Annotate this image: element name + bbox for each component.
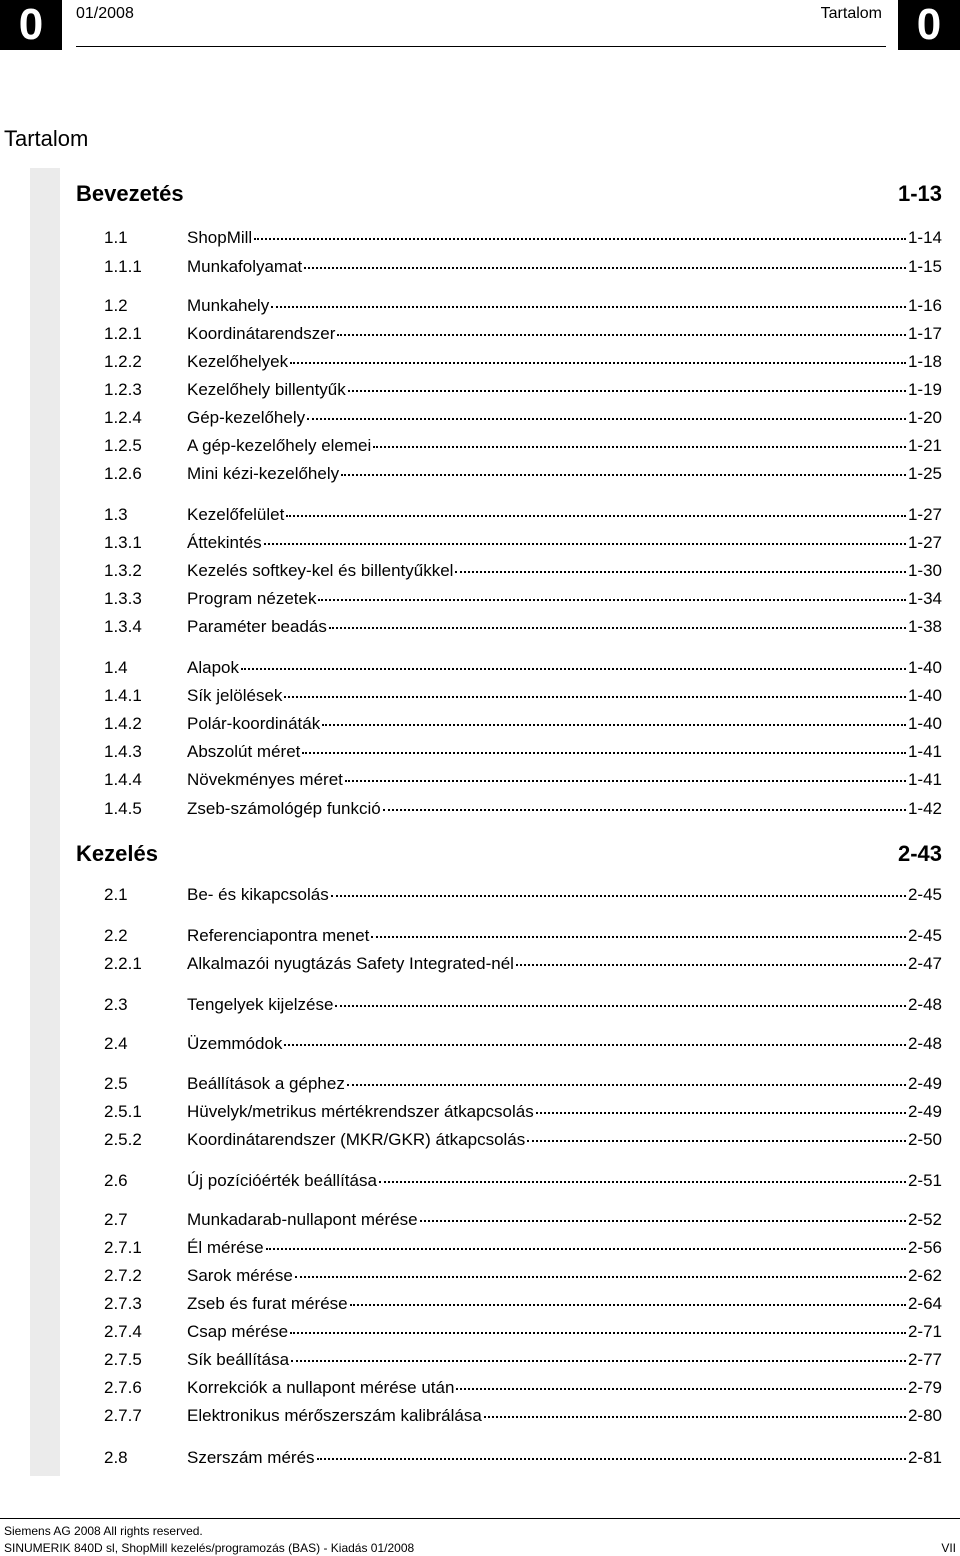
toc-entry-page: 1-41 bbox=[907, 742, 942, 761]
toc-entry[interactable] bbox=[104, 797, 942, 821]
toc-entry-title: Sík jelölések bbox=[187, 686, 283, 705]
toc-entry-leader bbox=[302, 751, 906, 754]
toc-entry-page: 2-77 bbox=[907, 1350, 942, 1369]
toc-entry-leader bbox=[420, 1219, 906, 1222]
toc-entry-title: Él mérése bbox=[187, 1238, 264, 1257]
header-section: Tartalom bbox=[820, 5, 882, 22]
toc-entry-title: Üzemmódok bbox=[187, 1034, 283, 1053]
toc-entry-leader bbox=[295, 1275, 906, 1278]
toc-entry-number: 2.5 bbox=[104, 1074, 128, 1093]
toc-entry-leader bbox=[348, 389, 906, 392]
toc-entry[interactable] bbox=[104, 1236, 942, 1260]
toc-entry[interactable] bbox=[104, 1264, 942, 1288]
toc-entry-title: Elektronikus mérőszerszám kalibrálása bbox=[187, 1406, 482, 1425]
toc-entry-page: 1-16 bbox=[907, 296, 942, 315]
toc-entry-page: 1-25 bbox=[907, 464, 942, 483]
toc-entry-number: 2.1 bbox=[104, 885, 128, 904]
toc-entry[interactable] bbox=[104, 1376, 942, 1400]
toc-entry-number: 1.2.1 bbox=[104, 324, 142, 343]
toc-entry-title: Sík beállítása bbox=[187, 1350, 290, 1369]
toc-entry-leader bbox=[318, 598, 906, 601]
toc-entry-number: 2.5.2 bbox=[104, 1130, 142, 1149]
toc-entry-number: 1.4.5 bbox=[104, 799, 142, 818]
toc-entry-page: 1-18 bbox=[907, 352, 942, 371]
toc-entry[interactable] bbox=[104, 559, 942, 583]
toc-entry-number: 2.7.1 bbox=[104, 1238, 142, 1257]
toc-entry[interactable] bbox=[104, 1320, 942, 1344]
toc-entry-number: 2.7.7 bbox=[104, 1406, 142, 1425]
toc-entry-number: 2.7.5 bbox=[104, 1350, 142, 1369]
toc-entry-title: Program nézetek bbox=[187, 589, 317, 608]
toc-entry-leader bbox=[516, 963, 906, 966]
toc-entry-leader bbox=[337, 333, 906, 336]
toc-entry-leader bbox=[379, 1180, 906, 1183]
footer-document-title: SINUMERIK 840D sl, ShopMill kezelés/programozás (BAS) - Kiadás 01/2008 bbox=[4, 1541, 415, 1555]
toc-entry-number: 1.4.4 bbox=[104, 770, 142, 789]
toc-entry-number: 1.3.3 bbox=[104, 589, 142, 608]
toc-entry-number: 1.2.5 bbox=[104, 436, 142, 455]
toc-entry-page: 1-20 bbox=[907, 408, 942, 427]
toc-entry-page: 2-52 bbox=[907, 1210, 942, 1229]
toc-entry[interactable] bbox=[104, 1404, 942, 1428]
toc-entry[interactable] bbox=[104, 1128, 942, 1152]
toc-entry-number: 2.2.1 bbox=[104, 954, 142, 973]
toc-entry[interactable] bbox=[104, 924, 942, 948]
toc-entry[interactable] bbox=[104, 587, 942, 611]
toc-entry-title: Munkafolyamat bbox=[187, 257, 303, 276]
toc-entry-number: 1.3 bbox=[104, 505, 128, 524]
toc-entry[interactable] bbox=[104, 1446, 942, 1470]
toc-entry-number: 2.7.4 bbox=[104, 1322, 142, 1341]
toc-entry[interactable] bbox=[104, 294, 942, 318]
toc-entry-leader bbox=[347, 1083, 906, 1086]
toc-entry-number: 1.2.4 bbox=[104, 408, 142, 427]
toc-entry-leader bbox=[350, 1303, 906, 1306]
toc-entry-number: 1.2.6 bbox=[104, 464, 142, 483]
toc-entry-number: 2.7.3 bbox=[104, 1294, 142, 1313]
toc-entry[interactable] bbox=[104, 615, 942, 639]
toc-entry-title: A gép-kezelőhely elemei bbox=[187, 436, 372, 455]
toc-entry[interactable] bbox=[104, 883, 942, 907]
toc-entry-leader bbox=[284, 695, 906, 698]
toc-entry[interactable] bbox=[104, 1208, 942, 1232]
toc-entry-page: 1-34 bbox=[907, 589, 942, 608]
toc-entry-leader bbox=[286, 514, 906, 517]
toc-entry[interactable] bbox=[104, 740, 942, 764]
toc-entry-page: 2-62 bbox=[907, 1266, 942, 1285]
toc-entry-title: Beállítások a géphez bbox=[187, 1074, 345, 1093]
toc-entry-title: Zseb-számológép funkció bbox=[187, 799, 381, 818]
toc-entry-title: Zseb és furat mérése bbox=[187, 1294, 348, 1313]
toc-entry-leader bbox=[307, 417, 906, 420]
toc-entry-leader bbox=[345, 779, 906, 782]
toc-entry-number: 2.6 bbox=[104, 1171, 128, 1190]
toc-entry[interactable] bbox=[104, 1348, 942, 1372]
toc-entry-title: Kezelés softkey-kel és billentyűkkel bbox=[187, 561, 454, 580]
toc-entry-page: 1-40 bbox=[907, 686, 942, 705]
toc-entry[interactable] bbox=[104, 434, 942, 458]
toc-entry-leader bbox=[371, 935, 906, 938]
toc-entry[interactable] bbox=[104, 656, 942, 680]
toc-entry-leader bbox=[241, 667, 906, 670]
toc-entry-leader bbox=[383, 808, 906, 811]
toc-entry-title: Áttekintés bbox=[187, 533, 262, 552]
toc-entry[interactable] bbox=[104, 226, 942, 250]
header-date: 01/2008 bbox=[76, 5, 134, 22]
toc-entry-number: 1.4.1 bbox=[104, 686, 142, 705]
toc-entry-number: 1.1.1 bbox=[104, 257, 142, 276]
chapter-marker-right: 0 bbox=[898, 0, 960, 50]
toc-entry-page: 2-56 bbox=[907, 1238, 942, 1257]
toc-entry-page: 1-27 bbox=[907, 505, 942, 524]
toc-entry-number: 1.3.1 bbox=[104, 533, 142, 552]
toc-entry[interactable] bbox=[104, 1032, 942, 1056]
footer-copyright: Siemens AG 2008 All rights reserved. bbox=[4, 1524, 203, 1538]
toc-entry-title: Növekményes méret bbox=[187, 770, 343, 789]
toc-entry-title: Tengelyek kijelzése bbox=[187, 995, 334, 1014]
chapter-title: Kezelés bbox=[76, 841, 158, 866]
toc-entry-page: 1-30 bbox=[907, 561, 942, 580]
toc-entry-page: 2-50 bbox=[907, 1130, 942, 1149]
toc-entry-page: 2-79 bbox=[907, 1378, 942, 1397]
chapter-heading bbox=[76, 839, 942, 869]
toc-entry-page: 1-41 bbox=[907, 770, 942, 789]
toc-entry[interactable] bbox=[104, 1169, 942, 1193]
toc-entry-leader bbox=[456, 1387, 906, 1390]
toc-entry[interactable] bbox=[104, 531, 942, 555]
toc-entry-title: Abszolút méret bbox=[187, 742, 301, 761]
toc-entry-title: Új pozícióérték beállítása bbox=[187, 1171, 377, 1190]
toc-entry-title: Hüvelyk/metrikus mértékrendszer átkapcsolás bbox=[187, 1102, 534, 1121]
toc-entry-page: 2-80 bbox=[907, 1406, 942, 1425]
toc-entry-title: Sarok mérése bbox=[187, 1266, 293, 1285]
toc-entry-number: 1.2.2 bbox=[104, 352, 142, 371]
toc-entry-page: 1-40 bbox=[907, 658, 942, 677]
toc-entry-title: Referenciapontra menet bbox=[187, 926, 370, 945]
toc-entry[interactable] bbox=[104, 1072, 942, 1096]
toc-entry-number: 1.2 bbox=[104, 296, 128, 315]
toc-entry-page: 1-38 bbox=[907, 617, 942, 636]
toc-entry-page: 1-17 bbox=[907, 324, 942, 343]
toc-side-bar bbox=[30, 168, 60, 1476]
toc-entry-page: 2-45 bbox=[907, 926, 942, 945]
toc-entry[interactable] bbox=[104, 952, 942, 976]
toc-entry-leader bbox=[317, 1457, 906, 1460]
toc-entry-number: 1.2.3 bbox=[104, 380, 142, 399]
chapter-marker-left: 0 bbox=[0, 0, 62, 50]
toc-entry-number: 1.3.4 bbox=[104, 617, 142, 636]
toc-entry-title: Csap mérése bbox=[187, 1322, 289, 1341]
toc-entry-page: 2-49 bbox=[907, 1074, 942, 1093]
toc-entry-leader bbox=[264, 542, 906, 545]
toc-entry-title: Szerszám mérés bbox=[187, 1448, 315, 1467]
toc-entry-title: Munkahely bbox=[187, 296, 270, 315]
toc-entry-page: 2-49 bbox=[907, 1102, 942, 1121]
toc-entry-page: 2-81 bbox=[907, 1448, 942, 1467]
toc-entry-title: Alapok bbox=[187, 658, 239, 677]
toc-entry-page: 1-21 bbox=[907, 436, 942, 455]
toc-entry-number: 2.5.1 bbox=[104, 1102, 142, 1121]
toc-entry[interactable] bbox=[104, 255, 942, 279]
toc-entry-leader bbox=[322, 723, 906, 726]
toc-entry-leader bbox=[304, 266, 906, 269]
toc-entry-leader bbox=[331, 894, 906, 897]
toc-entry[interactable] bbox=[104, 462, 942, 486]
toc-entry-number: 2.4 bbox=[104, 1034, 128, 1053]
toc-entry-number: 2.2 bbox=[104, 926, 128, 945]
toc-entry-number: 1.3.2 bbox=[104, 561, 142, 580]
toc-entry-number: 2.3 bbox=[104, 995, 128, 1014]
toc-entry-page: 1-42 bbox=[907, 799, 942, 818]
toc-entry-title: Kezelőhelyek bbox=[187, 352, 289, 371]
toc-entry-page: 2-71 bbox=[907, 1322, 942, 1341]
toc-entry-leader bbox=[373, 445, 906, 448]
toc-entry-leader bbox=[329, 626, 906, 629]
toc-entry-title: Munkadarab-nullapont mérése bbox=[187, 1210, 418, 1229]
toc-entry[interactable] bbox=[104, 768, 942, 792]
toc-entry[interactable] bbox=[104, 322, 942, 346]
footer-page-number: VII bbox=[941, 1541, 956, 1555]
toc-entry-leader bbox=[536, 1111, 906, 1114]
toc-entry-title: Be- és kikapcsolás bbox=[187, 885, 329, 904]
toc-entry-number: 2.7 bbox=[104, 1210, 128, 1229]
toc-entry-leader bbox=[455, 570, 906, 573]
toc-entry-leader bbox=[290, 361, 906, 364]
toc-entry-page: 1-15 bbox=[907, 257, 942, 276]
page-title: Tartalom bbox=[4, 126, 89, 151]
toc-entry[interactable] bbox=[104, 350, 942, 374]
toc-entry[interactable] bbox=[104, 684, 942, 708]
toc-entry-leader bbox=[290, 1331, 906, 1334]
toc-entry-title: Kezelőfelület bbox=[187, 505, 285, 524]
toc-entry-leader bbox=[484, 1415, 906, 1418]
toc-entry-title: Koordinátarendszer bbox=[187, 324, 336, 343]
toc-entry-title: Alkalmazói nyugtázás Safety Integrated-nél bbox=[187, 954, 514, 973]
footer-rule bbox=[0, 1518, 960, 1519]
toc-entry-page: 1-27 bbox=[907, 533, 942, 552]
toc-entry-page: 2-45 bbox=[907, 885, 942, 904]
toc-entry-page: 2-64 bbox=[907, 1294, 942, 1313]
chapter-heading bbox=[76, 179, 942, 209]
toc-entry[interactable] bbox=[104, 503, 942, 527]
toc-entry-title: Kezelőhely billentyűk bbox=[187, 380, 346, 399]
toc-entry-number: 2.7.6 bbox=[104, 1378, 142, 1397]
toc-entry-number: 2.7.2 bbox=[104, 1266, 142, 1285]
toc-entry-leader bbox=[341, 473, 906, 476]
toc-entry-number: 2.8 bbox=[104, 1448, 128, 1467]
toc-entry[interactable] bbox=[104, 993, 942, 1017]
toc-entry-page: 1-14 bbox=[907, 228, 942, 247]
toc-entry-page: 2-51 bbox=[907, 1171, 942, 1190]
toc-entry-title: ShopMill bbox=[187, 228, 253, 247]
toc-entry-page: 1-40 bbox=[907, 714, 942, 733]
toc-entry-title: Korrekciók a nullapont mérése után bbox=[187, 1378, 455, 1397]
toc-entry-number: 1.4.2 bbox=[104, 714, 142, 733]
toc-entry-page: 1-19 bbox=[907, 380, 942, 399]
toc-entry[interactable] bbox=[104, 406, 942, 430]
toc-entry[interactable] bbox=[104, 712, 942, 736]
toc-entry-number: 1.4.3 bbox=[104, 742, 142, 761]
toc-entry-title: Koordinátarendszer (MKR/GKR) átkapcsolás bbox=[187, 1130, 526, 1149]
toc-entry[interactable] bbox=[104, 378, 942, 402]
toc-entry[interactable] bbox=[104, 1100, 942, 1124]
toc-entry-title: Polár-koordináták bbox=[187, 714, 321, 733]
toc-entry-leader bbox=[254, 237, 906, 240]
toc-entry-title: Mini kézi-kezelőhely bbox=[187, 464, 340, 483]
toc-entry-title: Gép-kezelőhely bbox=[187, 408, 306, 427]
toc-entry-page: 2-47 bbox=[907, 954, 942, 973]
toc-entry-leader bbox=[271, 305, 906, 308]
toc-entry-leader bbox=[266, 1247, 906, 1250]
table-of-contents bbox=[76, 0, 942, 1500]
toc-entry-leader bbox=[284, 1043, 906, 1046]
toc-entry-number: 1.1 bbox=[104, 228, 128, 247]
toc-entry-number: 1.4 bbox=[104, 658, 128, 677]
toc-entry-leader bbox=[527, 1139, 906, 1142]
toc-entry-leader bbox=[291, 1359, 906, 1362]
chapter-title: Bevezetés bbox=[76, 181, 184, 206]
chapter-page: 1-13 bbox=[897, 181, 942, 206]
toc-entry-page: 2-48 bbox=[907, 1034, 942, 1053]
toc-entry[interactable] bbox=[104, 1292, 942, 1316]
chapter-page: 2-43 bbox=[897, 841, 942, 866]
toc-entry-leader bbox=[335, 1004, 906, 1007]
toc-entry-page: 2-48 bbox=[907, 995, 942, 1014]
toc-entry-title: Paraméter beadás bbox=[187, 617, 327, 636]
